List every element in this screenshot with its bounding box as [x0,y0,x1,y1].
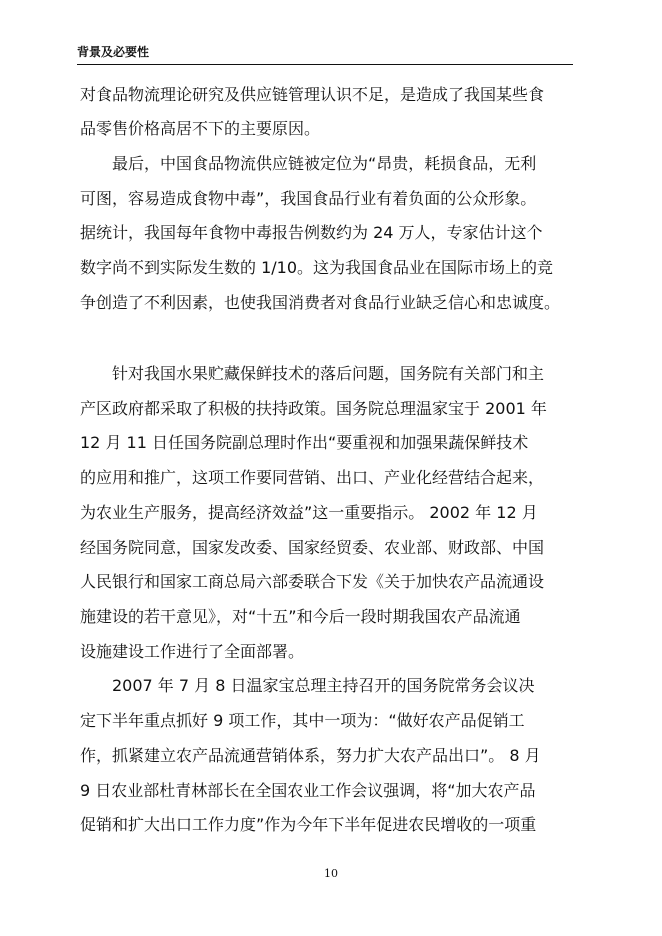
text-line: 经国务院同意，国家发改委、国家经贸委、农业部、财政部、中国 [80,538,545,557]
text-line: 可图，容易造成食物中毒”，我国食品行业有着负面的公众形象。 [80,189,537,208]
text-line: 为农业生产服务，提高经济效益”这一重要指示。 2002 年 12 月 [80,503,538,522]
text-line: 的应用和推广，这项工作要同营销、出口、产业化经营结合起来， [80,468,545,487]
text-line: 数字尚不到实际发生数的 1/10。这为我国食品业在国际市场上的竞 [80,258,554,277]
text-line: 促销和扩大出口工作力度”作为今年下半年促进农民增收的一项重 [80,815,537,834]
text-line: 争创造了不利因素，也使我国消费者对食品行业缺乏信心和忠诚度。 [80,293,561,312]
text-line: 对食品物流理论研究及供应链管理认识不足，是造成了我国某些食 [80,85,545,104]
text-line: 9 日农业部杜青林部长在全国农业工作会议强调，将“加大农产品 [80,781,536,800]
text-line: 施建设的若干意见》，对“十五”和今后一段时期我国农产品流通 [80,607,521,626]
text-line: 品零售价格高居不下的主要原因。 [80,119,321,138]
text-line: 据统计，我国每年食物中毒报告例数约为 24 万人，专家估计这个 [80,223,543,242]
text-line: 人民银行和国家工商总局六部委联合下发《关于加快农产品流通设 [80,572,545,591]
text-line: 作，抓紧建立农产品流通营销体系，努力扩大农产品出口”。 8 月 [80,746,541,765]
text-line: 定下半年重点抓好 9 项工作，其中一项为：“做好农产品促销工 [80,711,525,730]
header-divider [77,64,573,65]
text-line: 12 月 11 日任国务院副总理时作出“要重视和加强果蔬保鲜技术 [80,433,529,452]
text-line: 2007 年 7 月 8 日温家宝总理主持召开的国务院常务会议决 [112,676,535,695]
page-number: 10 [324,867,338,880]
section-title: 背景及必要性 [77,45,150,59]
text-line: 最后，中国食品物流供应链被定位为“昂贵，耗损食品，无利 [112,154,537,173]
text-line: 设施建设工作进行了全面部署。 [80,642,305,661]
text-line: 针对我国水果贮藏保鲜技术的落后问题，国务院有关部门和主 [112,364,545,383]
text-line: 产区政府都采取了积极的扶持政策。国务院总理温家宝于 2001 年 [80,399,547,418]
